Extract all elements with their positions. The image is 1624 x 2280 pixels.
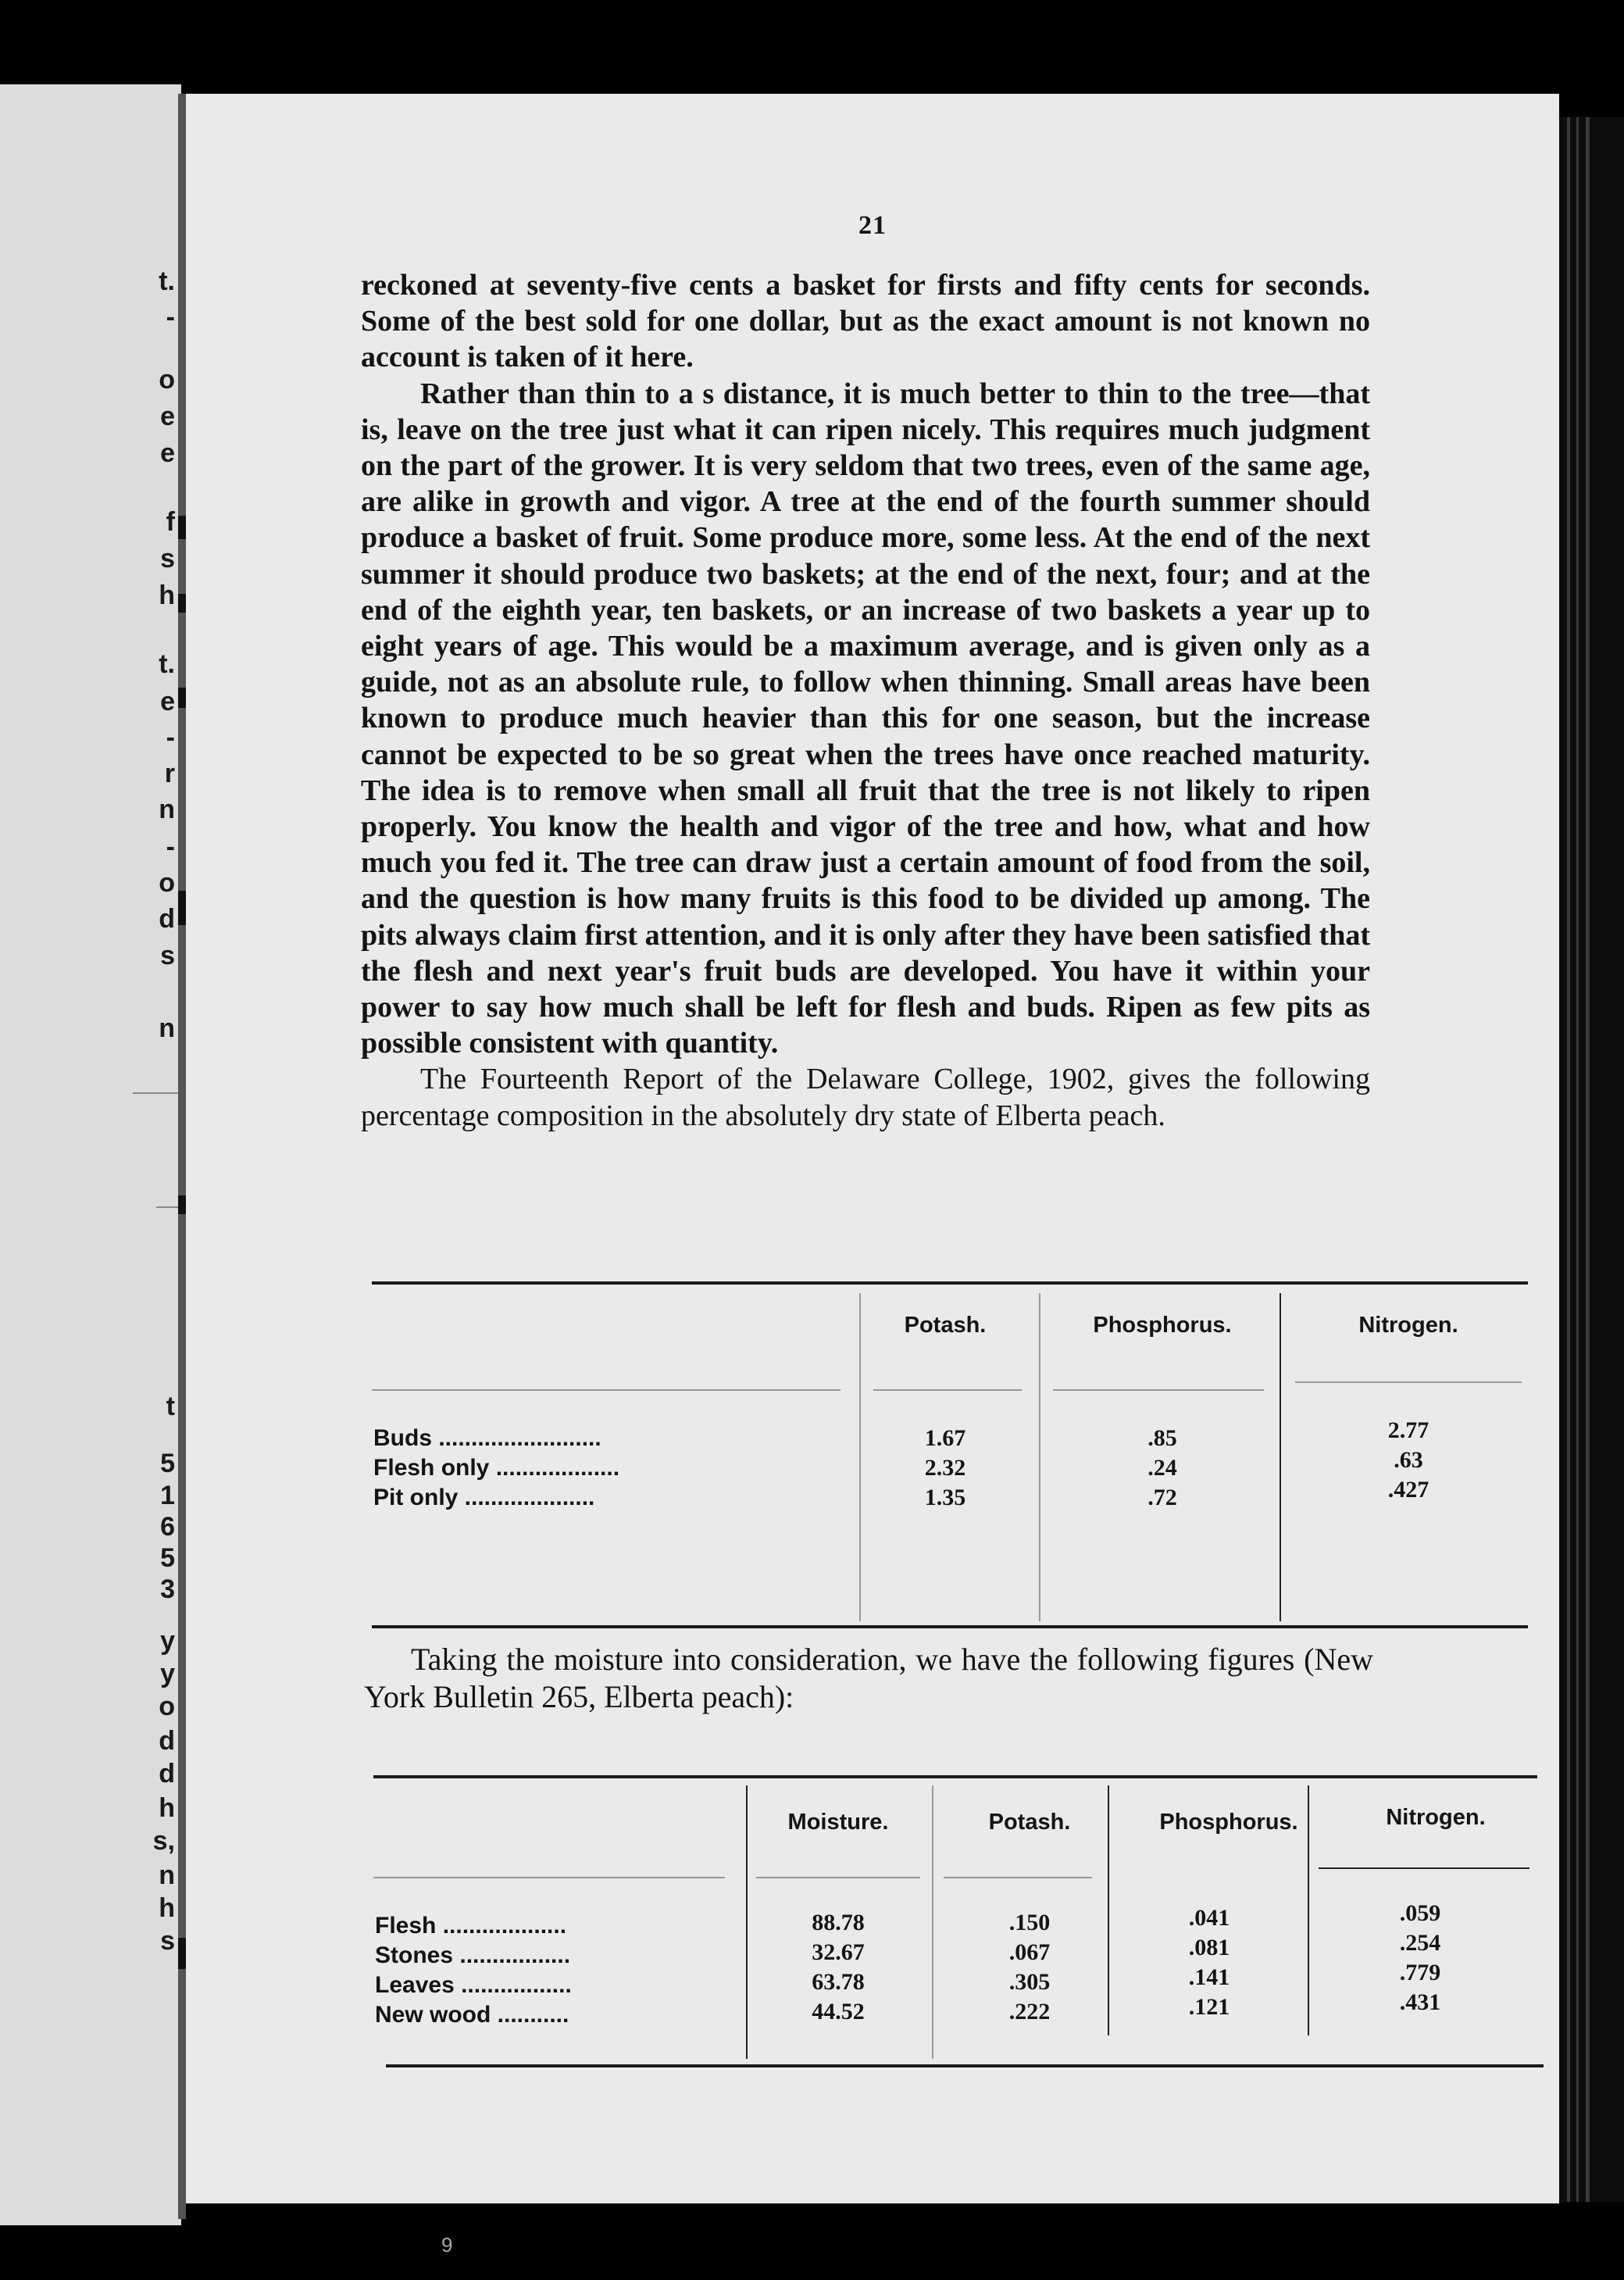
cell-nitrogen: .431 [1399,1989,1441,2015]
paragraph: reckoned at seventy-five cents a basket for firsts and fifty cents for seconds. Some of the best sold for one dollar, but as the exact amount is not known no account is taken of it here. [361,269,1370,374]
margin-glyph: n [159,1013,175,1043]
margin-glyph: y [160,1626,175,1656]
margin-glyph: 3 [160,1574,175,1604]
table-bottom-rule [372,1625,1528,1628]
row-label: Flesh ................... [375,1913,567,1939]
table-bottom-rule [386,2064,1544,2067]
cell-potash: .305 [1008,1969,1051,1995]
scan-mark: 9 [441,2233,453,2257]
margin-glyph: 5 [160,1543,175,1573]
margin-glyph: r [164,759,175,788]
table-top-rule [372,1281,1528,1285]
margin-glyph: e [160,687,175,717]
header-underline [1319,1867,1529,1869]
cell-nitrogen: .779 [1399,1960,1441,1985]
column-header-potash: Potash. [988,1810,1071,1835]
row-label: Leaves ................. [375,1972,572,1998]
header-underline [756,1877,920,1878]
cell-nitrogen: .254 [1399,1930,1441,1956]
column-header-phosphorus: Phosphorus. [1093,1313,1232,1338]
margin-glyph: 6 [160,1512,175,1542]
cell-moisture: 63.78 [812,1969,865,1995]
cell-potash: .067 [1008,1939,1051,1965]
header-underline [944,1877,1092,1878]
margin-glyph: e [160,438,175,468]
cell-moisture: 44.52 [812,1999,865,2024]
margin-glyph: h [159,581,175,610]
column-divider [1280,1293,1281,1621]
row-label: Pit only .................... [373,1485,595,1510]
header-underline [373,1877,725,1878]
cell-potash: 2.32 [924,1455,966,1481]
header-underline [372,1389,841,1391]
book-gutter [178,94,186,2219]
cell-phosphorus: .121 [1188,1994,1230,2020]
margin-glyph: o [159,365,175,395]
margin-glyph: d [159,1726,175,1756]
paragraph: Rather than thin to a s distance, it is much better to thin to the tree—that is, leave on the tree just what it can ripen nicely. This requires much judgment on the part of the grower. It is very seldom that two trees, even of the same age, are alike in growth and vigor. A tree at the end of the fourth summer should produce a basket of fruit. Some produce more, some less. At the end of the next summer it should produce two baskets; at the end of the next, four; and at the end of the eighth year, ten baskets, or an increase of two baskets a year up to eight years of age. This would be a maximum average, and is given only as a guide, not as an absolute rule, to follow when thinning. Small areas have been known to produce much heavier than this for one season, but the increase cannot be expected to be so great when the trees have once reached maturity. The idea is to remove when small all fruit that the tree is not likely to ripen properly. You know the health and vigor of the tree and how, what and how much you fed it. The tree can draw just a certain amount of food from the soil, and the question is how many fruits is this food to be divided up among. The pits always claim first attention, and it is only after they have been satisfied that the flesh and next year's fruit buds are developed. You have it within your power to say how much shall be left for flesh and buds. Ripen as few pits as possible consistent with quantity. [361,377,1370,1060]
table-top-rule [373,1775,1537,1778]
header-underline [1295,1381,1522,1383]
page-edge-band [1586,117,1590,2202]
margin-glyph: n [159,795,175,824]
cell-phosphorus: .72 [1148,1485,1177,1510]
column-divider [1039,1293,1040,1621]
gutter-mark [178,688,186,708]
body-text-continued [364,1641,1373,1716]
margin-glyph: t [166,1392,175,1421]
paragraph: The Fourteenth Report of the Delaware College, 1902, gives the following percentage composition in the absolutely dry state of Elberta peach. [361,1063,1370,1132]
cell-moisture: 32.67 [812,1939,865,1965]
margin-glyph: s [160,941,175,970]
margin-glyph: h [159,1893,175,1923]
cell-nitrogen: 2.77 [1387,1417,1429,1443]
column-header-phosphorus: Phosphorus. [1159,1810,1298,1835]
row-label: Flesh only ................... [373,1455,620,1481]
cell-phosphorus: .041 [1188,1905,1230,1931]
cell-potash: .150 [1008,1910,1051,1935]
paragraph: Taking the moisture into consideration, we have the following figures (New York Bulletin 265, Elberta peach): [364,1642,1373,1714]
cell-nitrogen: .427 [1387,1477,1429,1503]
margin-glyph: s, [152,1826,175,1856]
cell-potash: 1.35 [924,1485,966,1510]
margin-glyph: o [159,868,175,898]
cell-potash: 1.67 [924,1425,966,1451]
margin-glyph: t. [159,649,175,679]
margin-rule [156,1206,180,1208]
cell-phosphorus: .24 [1148,1455,1177,1481]
column-divider [932,1785,933,2059]
margin-glyph: t. [159,266,175,296]
cell-phosphorus: .141 [1188,1964,1230,1990]
margin-glyph: s [160,1926,175,1956]
page-number: 21 [858,211,887,240]
margin-glyph: 1 [160,1481,175,1510]
gutter-mark [178,1938,186,1969]
column-header-nitrogen: Nitrogen. [1358,1313,1458,1338]
margin-glyph: - [166,723,175,752]
margin-glyph: d [159,1759,175,1789]
column-header-nitrogen: Nitrogen. [1386,1805,1486,1830]
header-underline [873,1389,1022,1391]
margin-glyph: s [160,544,175,574]
margin-glyph: d [159,904,175,934]
column-header-moisture: Moisture. [787,1810,889,1835]
margin-glyph: y [160,1659,175,1689]
row-label: New wood ........... [375,2002,569,2028]
gutter-mark [178,1195,186,1214]
book-page [186,94,1559,2203]
page-stack-edge [1559,117,1624,2202]
header-underline [1053,1389,1264,1391]
row-label: Buds ......................... [373,1425,601,1451]
page-edge-band [1576,117,1579,2202]
margin-rule [133,1092,180,1094]
cell-phosphorus: .081 [1188,1935,1230,1960]
cell-moisture: 88.78 [812,1910,865,1935]
gutter-mark [178,594,186,613]
gutter-mark [178,516,186,539]
margin-glyph: h [159,1793,175,1823]
column-divider [1308,1785,1309,2035]
margin-glyph: - [166,832,175,862]
column-header-potash: Potash. [904,1313,987,1338]
gutter-mark [178,891,186,925]
margin-glyph: n [159,1860,175,1890]
facing-page-edge [0,84,181,2225]
margin-glyph: o [159,1692,175,1721]
cell-nitrogen: .63 [1394,1447,1423,1473]
cell-nitrogen: .059 [1399,1900,1441,1926]
row-label: Stones ................. [375,1942,571,1968]
cell-potash: .222 [1008,1999,1051,2024]
margin-glyph: e [160,402,175,431]
margin-glyph: f [166,507,175,537]
page-edge-band [1567,117,1570,2202]
cell-phosphorus: .85 [1148,1425,1177,1451]
margin-glyph: - [166,302,175,332]
margin-glyph: 5 [160,1449,175,1478]
body-text [361,267,1370,1134]
